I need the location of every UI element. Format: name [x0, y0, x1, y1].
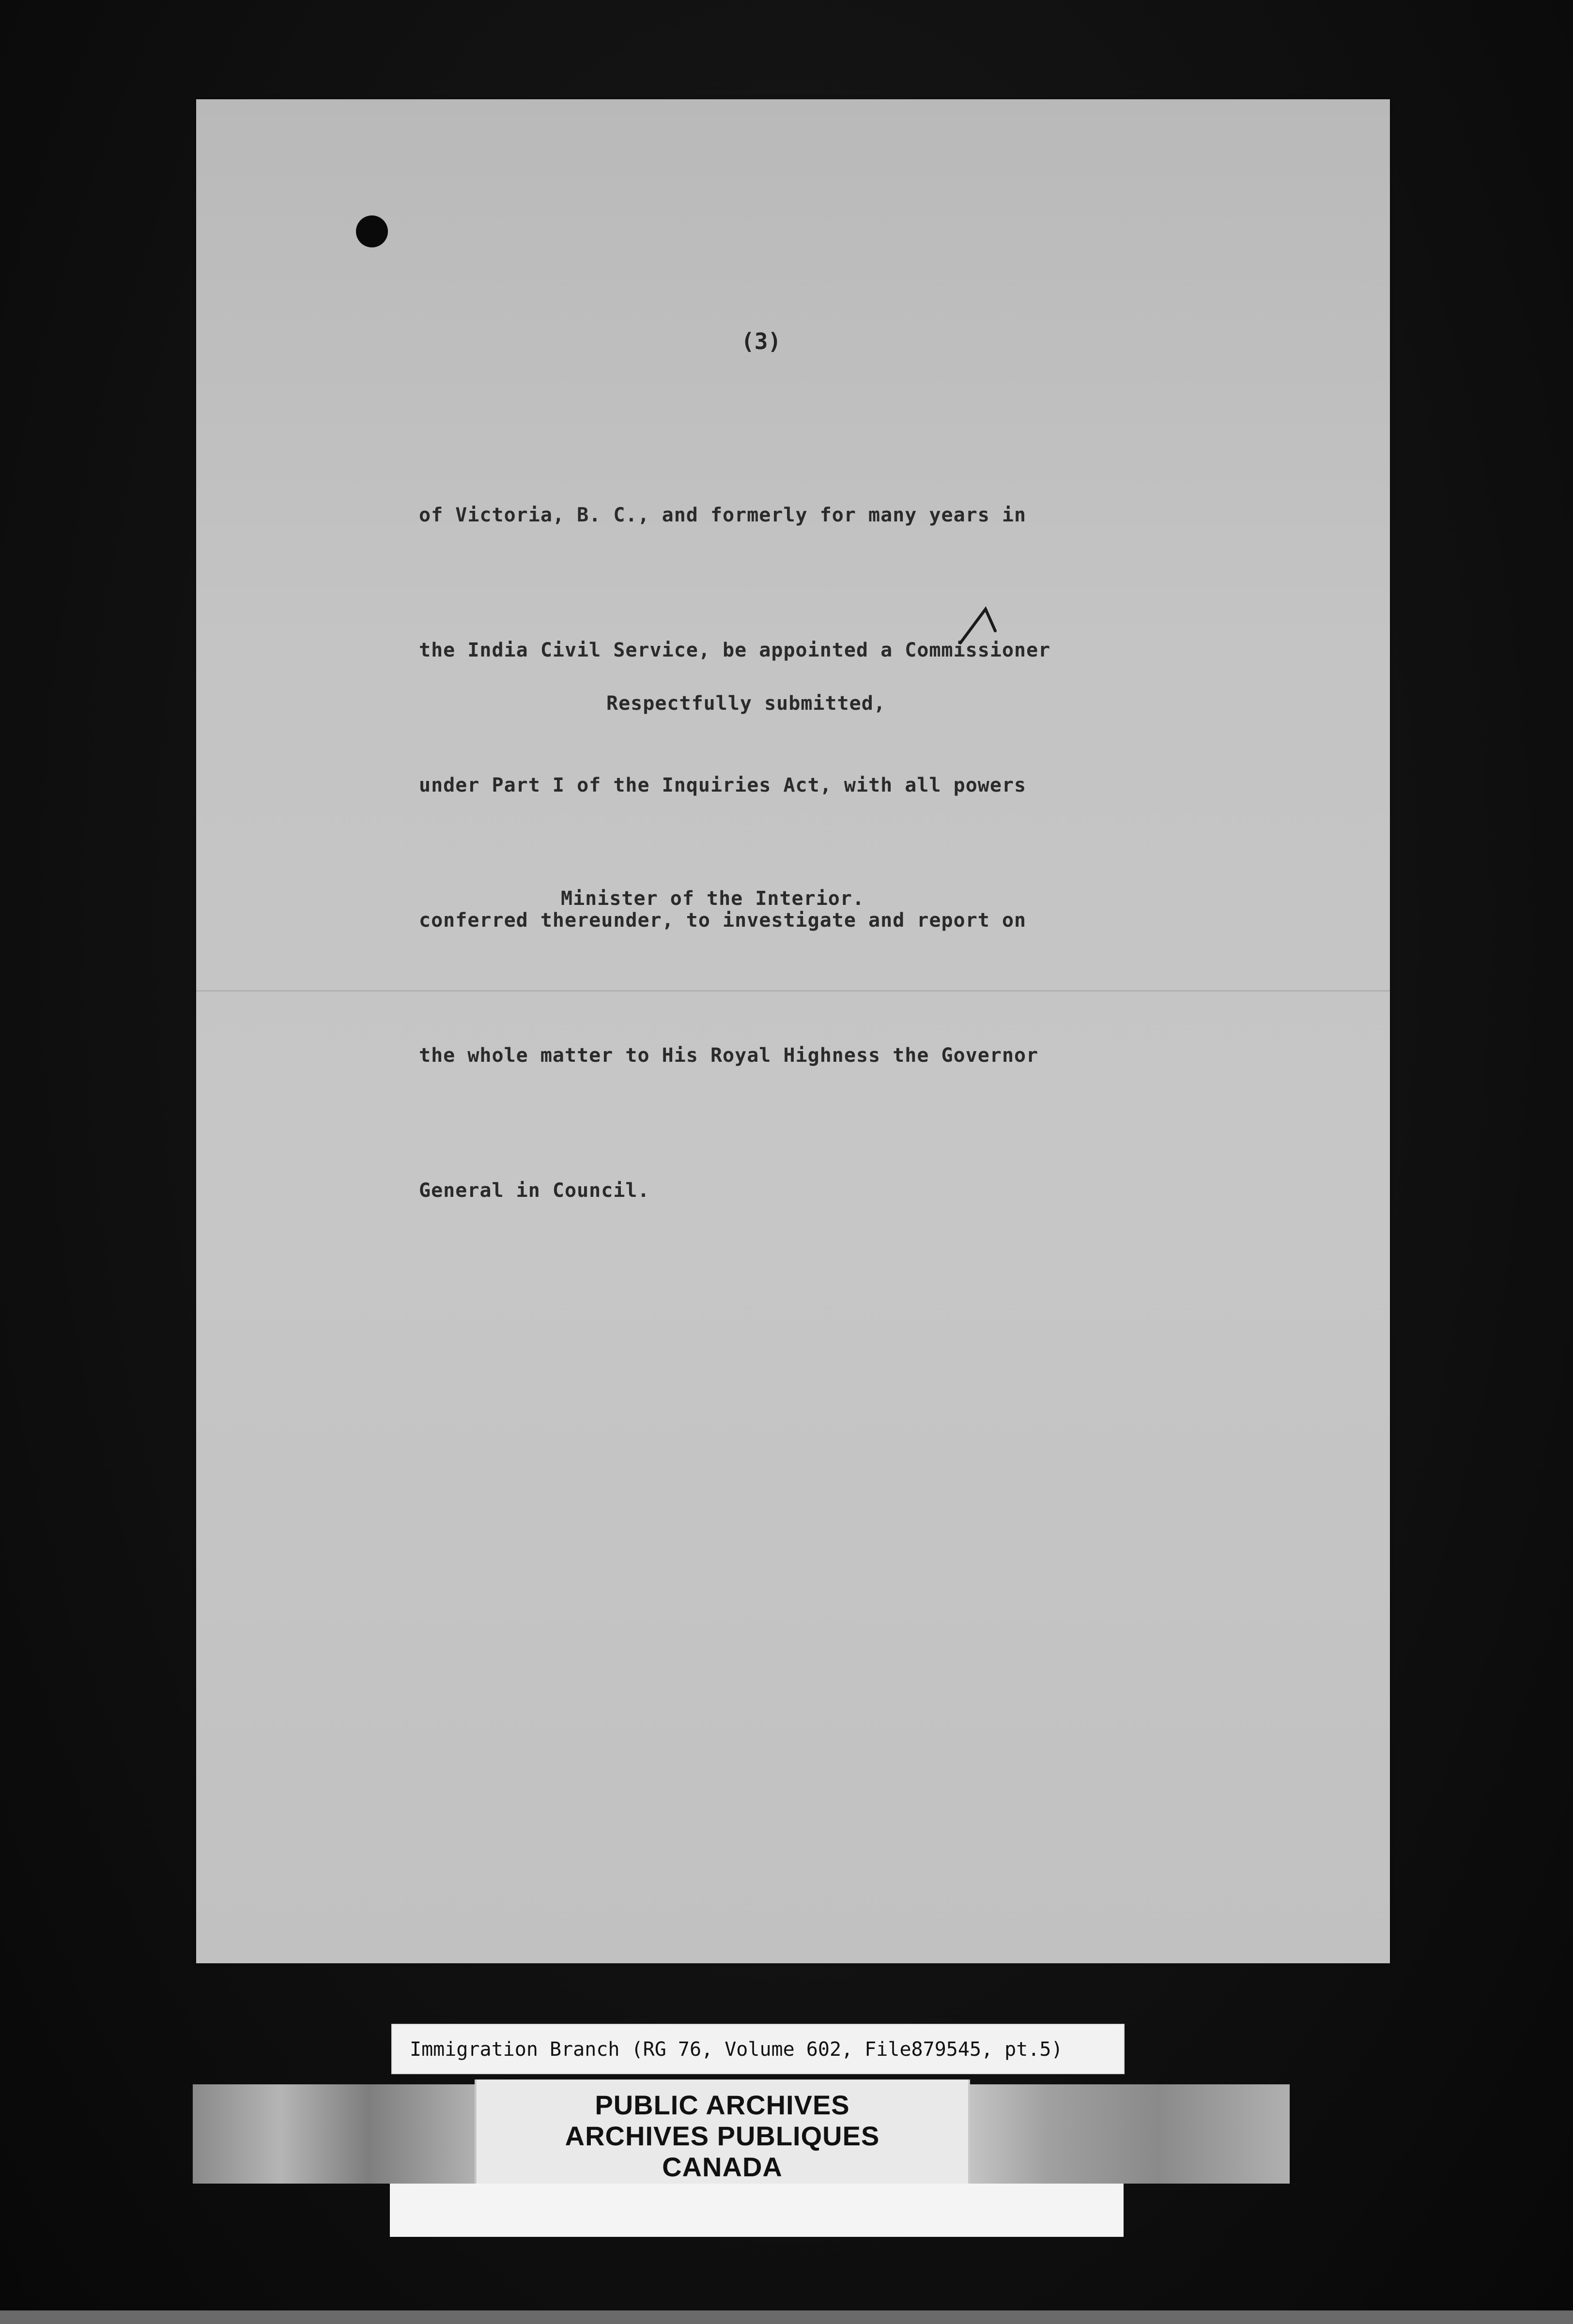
- archive-stamp-line: CANADA: [662, 2152, 783, 2182]
- signature-title: Minister of the Interior.: [561, 887, 865, 910]
- closing-line: Respectfully submitted,: [606, 692, 886, 715]
- body-paragraph: [419, 403, 1242, 1258]
- archive-caption-text: Immigration Branch (RG 76, Volume 602, File879545, pt.5): [410, 2038, 1063, 2061]
- archive-stamp-line: ARCHIVES PUBLIQUES: [565, 2121, 880, 2151]
- body-line: the India Civil Service, be appointed a Commissioner: [419, 639, 1051, 661]
- page-number: (3): [741, 328, 782, 354]
- body-line: under Part I of the Inquiries Act, with all powers: [419, 774, 1027, 796]
- body-line: of Victoria, B. C., and formerly for many years in: [419, 504, 1027, 526]
- body-line: the whole matter to His Royal Highness the Governor: [419, 1044, 1039, 1067]
- archive-stamp: [475, 2079, 970, 2191]
- archive-stamp-line: PUBLIC ARCHIVES: [595, 2090, 850, 2120]
- handwritten-slash-mark: [956, 604, 1000, 648]
- archive-caption-label: [391, 2024, 1125, 2074]
- punch-hole: [356, 215, 388, 247]
- blank-label-box: [390, 2184, 1124, 2237]
- film-edge-strip: [0, 2310, 1573, 2324]
- body-line: conferred thereunder, to investigate and report on: [419, 909, 1027, 932]
- body-line: General in Council.: [419, 1179, 650, 1202]
